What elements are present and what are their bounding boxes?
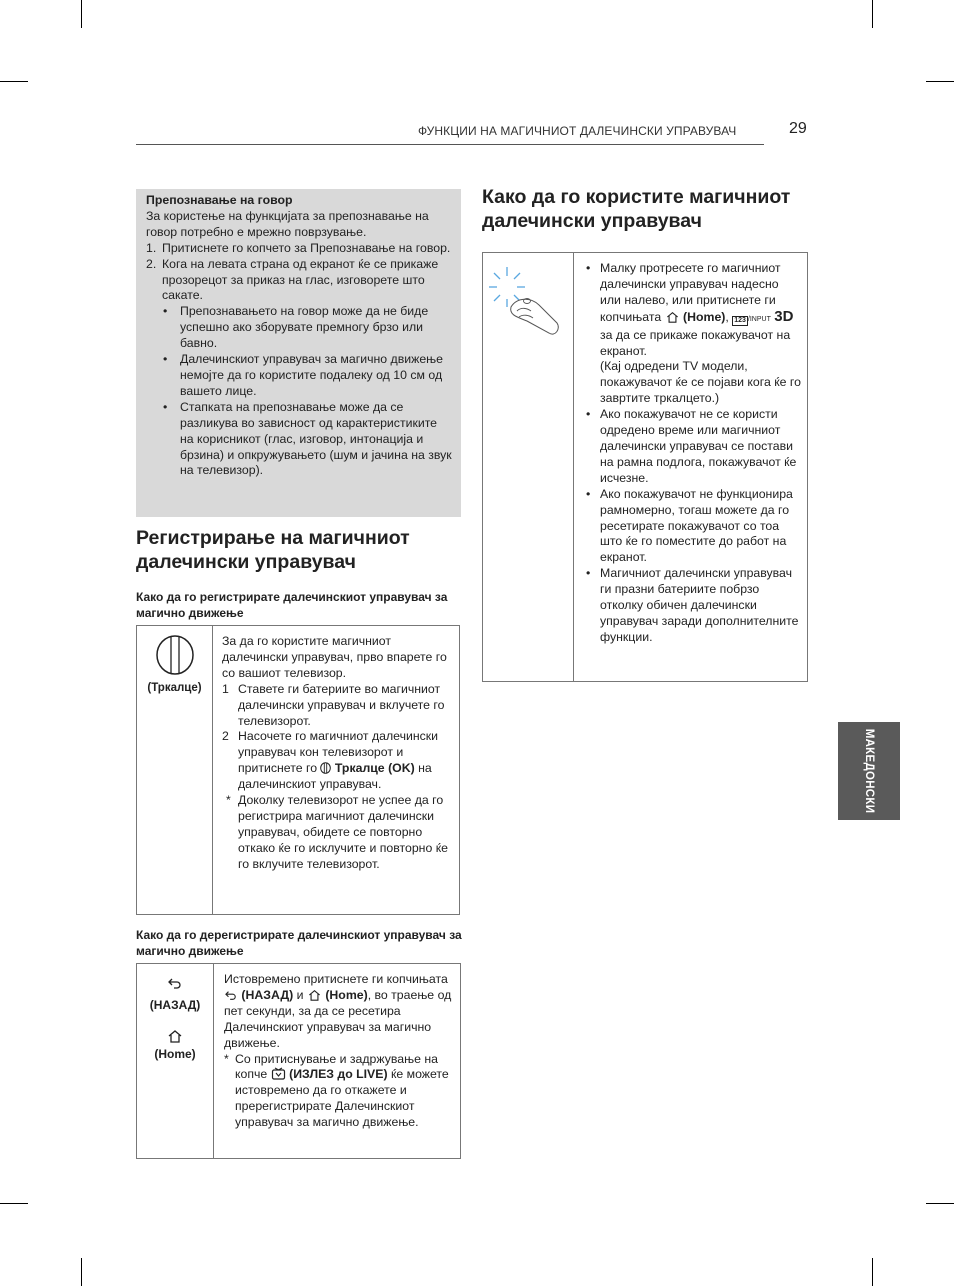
- back-label: (НАЗАД): [149, 998, 201, 1012]
- usage-bullet-3: [586, 487, 801, 567]
- bullet-dot: •: [586, 486, 591, 501]
- shaking-remote-icon: [487, 261, 565, 341]
- wheel-label: (Тркалце): [147, 682, 202, 694]
- bullet-dot: •: [163, 399, 168, 414]
- text-a: Истовремено притиснете ги копчињата: [224, 972, 448, 986]
- text-c: и: [296, 987, 304, 1002]
- crop-mark: [0, 81, 28, 82]
- bullet-dot: •: [163, 304, 168, 319]
- step-text-b: Тркалце (OK): [334, 761, 415, 776]
- b1-b: (Home): [683, 309, 726, 324]
- voice-bullet-2: [146, 352, 453, 400]
- bullet-text: Ако покажувачот не се користи одредено време или магичниот далечински управувач се постави на рамна подлога, покажувачот ќе исчезне.: [600, 407, 797, 485]
- language-tab-label: МАКЕДОНСКИ: [863, 728, 875, 814]
- bullet-dot: •: [586, 261, 591, 275]
- register-subheading: Како да го регистрирате далечинскиот управувач за магично движење: [136, 590, 448, 620]
- register-step-2: [222, 729, 454, 793]
- bullet-text: Препознавањето на говор може да не биде успешно ако зборувате премногу брзо или бавно.: [180, 304, 429, 351]
- text-d: (Home): [325, 987, 368, 1002]
- register-table: [136, 625, 460, 915]
- note-b: (ИЗЛЕЗ до LIVE): [289, 1067, 388, 1082]
- step-number: 2: [222, 729, 229, 744]
- text-e: , во траење од пет секунди, за да се ресетира Далечинскиот управувач за магично движење.: [224, 987, 452, 1050]
- bullet-text: Ако покажувачот не функционира рамномерно, тогаш можете да го ресетирате покажувачот со тоа што ќе го поместите до работ на екранот.: [600, 486, 793, 565]
- input-button-icon: 123: [734, 316, 746, 324]
- step-text: Ставете ги батериите во магичниот далечински управувач и вклучете го телевизорот.: [238, 681, 445, 728]
- usage-bullet-4: [586, 566, 801, 646]
- register-note: [222, 793, 454, 873]
- unregister-content: [224, 972, 454, 1131]
- usage-heading: Како да го користите магичниот далечински управувач: [482, 186, 791, 232]
- register-heading: Регистрирање на магичниот далечински управувач: [136, 527, 410, 573]
- unregister-note: [224, 1052, 454, 1132]
- unregister-text: [224, 972, 454, 1052]
- table-divider: [212, 626, 213, 914]
- b1-a: Малку протресете го магичниот далечински управувач надесно или налево, или притиснете ги копчињата: [600, 261, 781, 324]
- unregister-subheading: Како да го дерегистрирате далечинскиот управувач за магично движење: [136, 928, 462, 958]
- crop-mark: [872, 0, 873, 28]
- register-step-1: [222, 682, 454, 730]
- b1-c: ,: [725, 309, 729, 324]
- back-small-icon: [224, 990, 238, 1001]
- voice-recognition-box: [136, 189, 461, 517]
- step-number: 2.: [146, 256, 157, 271]
- step-text-c: на далечинскиот управувач.: [238, 761, 432, 792]
- bullet-text: Магичниот далечински управувач ги празни батериите побрзо отколку обичен далечински управувач заради дополнителните функции.: [600, 566, 799, 644]
- table-divider: [573, 253, 574, 681]
- b1-e: (Кај одредени TV модели, покажувачот ќе се појави кога ќе го завртите тркалцето.): [600, 359, 801, 406]
- 3d-icon: 3D: [774, 307, 794, 325]
- bullet-dot: •: [586, 407, 591, 422]
- voice-box-intro: За користење на функцијата за препознавање на говор потребно е мрежно поврзување.: [146, 208, 429, 239]
- page-number: 29: [789, 120, 807, 137]
- usage-content: [586, 261, 801, 646]
- text-b: (НАЗАД): [241, 987, 294, 1002]
- voice-bullet-3: [146, 400, 453, 480]
- language-tab: [838, 722, 900, 820]
- crop-mark: [81, 0, 82, 28]
- back-icon: [167, 977, 183, 990]
- section-title: ФУНКЦИИ НА МАГИЧНИОТ ДАЛЕЧИНСКИ УПРАВУВАЧ: [418, 124, 737, 138]
- usage-table: [482, 252, 808, 682]
- bullet-text: Стапката на препознавање може да се разликува во зависност од карактеристиките на корисникот (глас, изговор, интонација и брзина) и опкружувањето (шум и јачина на звук на телевизор).: [180, 399, 452, 478]
- step-number: 1.: [146, 240, 157, 255]
- note-mark: *: [224, 1051, 229, 1066]
- input-label: /INPUT: [747, 315, 771, 323]
- step-number: 1: [222, 681, 229, 696]
- wheel-small-icon: [320, 762, 331, 774]
- note-text: Доколку телевизорот не успее да го регистрира магичниот далечински управувач, обидете се повторно откако ќе го исклучите и повторно ќе го вклучите телевизорот.: [238, 793, 448, 871]
- register-content: [222, 634, 454, 873]
- crop-mark: [926, 1203, 954, 1204]
- header-rule: [136, 144, 764, 145]
- home-small-icon: [665, 311, 680, 323]
- step-text-a: Насочете го магичниот далечински управувач кон телевизорот и притиснете го: [238, 729, 439, 776]
- voice-step-2: [146, 257, 453, 305]
- usage-bullet-1: [586, 261, 801, 407]
- wheel-icon: [155, 634, 195, 676]
- home-icon: [167, 1029, 183, 1043]
- voice-box-title: Препознавање на говор: [146, 193, 293, 207]
- crop-mark: [81, 1258, 82, 1286]
- register-intro: За да го користите магичниот далечински управувач, прво впарете го со вашиот телевизор.: [222, 634, 447, 680]
- exit-live-icon: [271, 1067, 286, 1080]
- table-divider: [213, 964, 214, 1158]
- crop-mark: [872, 1258, 873, 1286]
- note-c: ќе можете истовремено да го откажете и пререгистрирате Далечинскиот управувач за магично движење.: [235, 1067, 449, 1130]
- usage-bullet-2: [586, 407, 801, 487]
- home-label: (Home): [154, 1047, 196, 1061]
- note-a: Со притиснување и задржување на копче: [235, 1051, 438, 1082]
- step-text: Кога на левата страна од екранот ќе се прикаже прозорецот за приказ на глас, изговорете што сакате.: [162, 256, 439, 303]
- unregister-table: [136, 963, 461, 1159]
- crop-mark: [926, 81, 954, 82]
- step-text: Притиснете го копчето за Препознавање на говор.: [162, 240, 451, 255]
- crop-mark: [0, 1203, 28, 1204]
- bullet-text: Далечинскиот управувач за магично движење немојте да го користите подалеку од 10 см од вашето лице.: [180, 352, 444, 398]
- voice-step-1: [146, 241, 453, 257]
- bullet-dot: •: [586, 566, 591, 581]
- b1-d: за да се прикаже покажувачот на екранот.: [600, 327, 791, 358]
- home-small-icon: [307, 989, 322, 1001]
- bullet-dot: •: [163, 352, 168, 367]
- voice-bullet-1: [146, 304, 453, 352]
- note-mark: *: [226, 793, 231, 808]
